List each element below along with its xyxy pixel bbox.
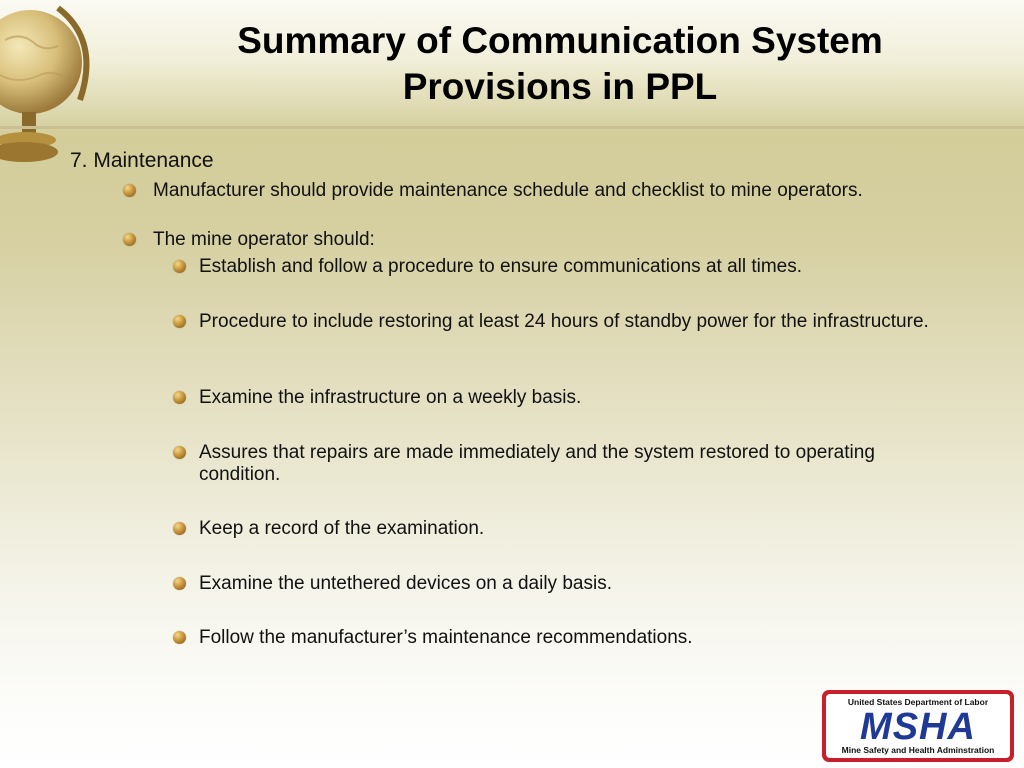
- title-divider: [0, 126, 1024, 129]
- globe-image: [0, 0, 100, 170]
- logo-top-text: United States Department of Labor: [847, 697, 989, 707]
- logo-bottom-text: Mine Safety and Health Adminstration: [841, 745, 995, 755]
- bullet-icon: [173, 522, 186, 535]
- list-item: Keep a record of the examination.: [199, 518, 485, 539]
- bullet-icon: [173, 446, 186, 459]
- bullet-icon: [173, 315, 186, 328]
- list-item: Manufacturer should provide maintenance schedule and checklist to mine operators.: [153, 180, 863, 201]
- bullet-icon: [123, 233, 136, 246]
- list-item: Establish and follow a procedure to ensure communications at all times.: [199, 256, 803, 277]
- list-item: The mine operator should:: [153, 229, 375, 250]
- list-item: Follow the manufacturer’s maintenance recommendations.: [199, 627, 693, 648]
- list-item: Examine the untethered devices on a daily basis.: [199, 573, 612, 594]
- logo-main-text: MSHA: [860, 706, 976, 748]
- bullet-icon: [173, 391, 186, 404]
- msha-logo: [822, 690, 1014, 762]
- bullet-icon: [173, 260, 186, 273]
- bullet-icon: [173, 577, 186, 590]
- list-item: Procedure to include restoring at least 24 hours of standby power for the infrastructure.: [199, 311, 929, 332]
- bullet-icon: [173, 631, 186, 644]
- list-item: Examine the infrastructure on a weekly basis.: [199, 387, 582, 408]
- bullet-icon: [123, 184, 136, 197]
- slide-title: Summary of Communication System Provisions in PPL: [237, 20, 883, 107]
- list-item: Assures that repairs are made immediately and the system restored to operating condition.: [199, 442, 875, 485]
- section-heading: 7. Maintenance: [70, 149, 214, 172]
